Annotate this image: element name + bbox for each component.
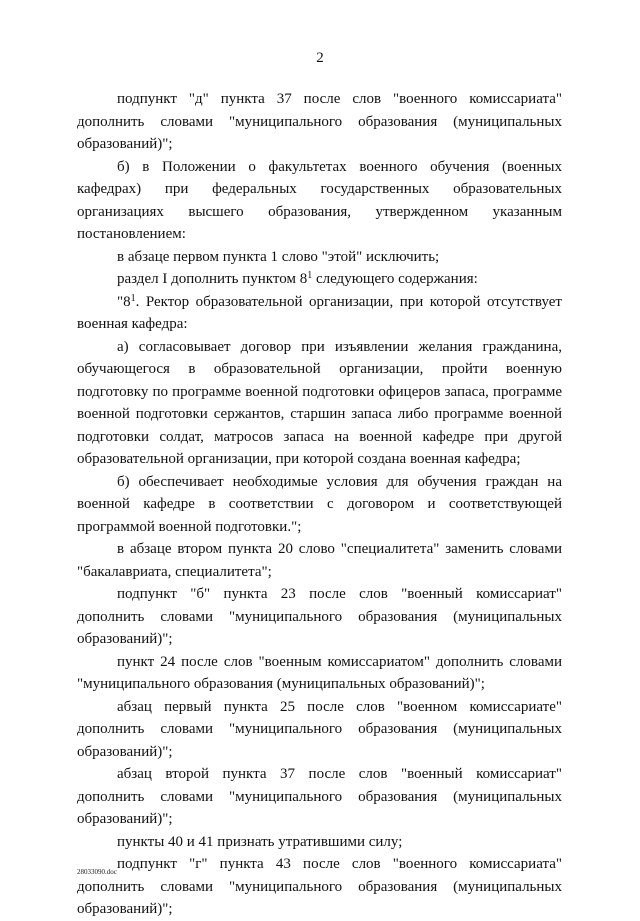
paragraph: абзац второй пункта 37 после слов "военный комиссариат" дополнить словами "муниципального образования (муниципальных образований)"; bbox=[77, 766, 562, 827]
page-number: 2 bbox=[316, 50, 324, 66]
paragraph: подпункт "г" пункта 43 после слов "военного комиссариата" дополнить словами "муниципального образования (муниципальных образований)"; bbox=[77, 856, 562, 917]
paragraph: раздел I дополнить пунктом $8^1$ следующего содержания: bbox=[117, 270, 478, 287]
paragraph: пункты 40 и 41 признать утратившими силу; bbox=[117, 833, 403, 850]
paragraph: б) в Положении о факультетах военного обучения (военных кафедрах) при федеральных государственных образовательных организациях высшего образования, утвержденном указанным постановлением: bbox=[77, 158, 562, 242]
paragraph: в абзаце первом пункта 1 слово "этой" исключить; bbox=[117, 248, 440, 265]
superscript: 1 bbox=[307, 270, 313, 281]
paragraph: пункт 24 после слов "военным комиссариатом" дополнить словами "муниципального образования (муниципальных образований)"; bbox=[77, 653, 562, 692]
paragraph: в абзаце втором пункта 20 слово "специалитета" заменить словами "бакалавриата, специалитета"; bbox=[77, 541, 562, 580]
footer-filename: 28033090.doc bbox=[77, 868, 117, 876]
paragraph: подпункт "б" пункта 23 после слов "военный комиссариат" дополнить словами "муниципального образования (муниципальных образований)"; bbox=[77, 586, 562, 647]
paragraph: подпункт "д" пункта 37 после слов "военного комиссариата" дополнить словами "муниципального образования (муниципальных образований)"; bbox=[77, 91, 562, 152]
paragraph: а) согласовывает договор при изъявлении желания гражданина, обучающегося в образовательной организации, пройти военную подготовку по программе военной подготовки офицеров запаса, программе военной подготовки сержантов, старшин запаса либо программе военной подготовки солдат, матросов запаса на военной кафедре при другой образовательной организации, при которой создана военная кафедра; bbox=[77, 338, 562, 467]
paragraph: абзац первый пункта 25 после слов "военном комиссариате" дополнить словами "муниципального образования (муниципальных образований)"; bbox=[77, 698, 562, 760]
document-body bbox=[77, 88, 562, 921]
superscript: 1 bbox=[130, 292, 136, 304]
paragraph: "$8^1$. Ректор образовательной организации, при которой отсутствует военная кафедра: bbox=[77, 292, 562, 332]
paragraph: б) обеспечивает необходимые условия для обучения граждан на военной кафедре в соответствии с договором и соответствующей программой военной подготовки."; bbox=[77, 473, 562, 535]
